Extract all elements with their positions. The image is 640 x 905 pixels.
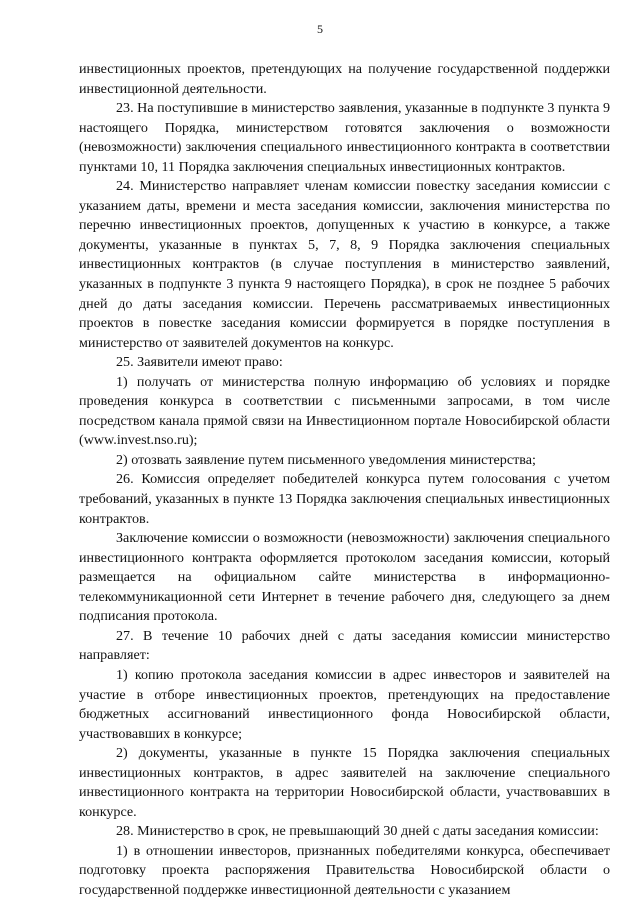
paragraph-item-27-2: 2) документы, указанные в пункте 15 Порядка заключения специальных инвестиционных контрактов, в адрес заявителей на заключение специального инвестиционного контракта на территории Новосибирской области, участвовавших в конкурсе. bbox=[79, 745, 610, 820]
paragraph-item-28: 28. Министерство в срок, не превышающий 30 дней с даты заседания комиссии: bbox=[116, 823, 599, 840]
paragraph-continuation: инвестиционных проектов, претендующих на получение государственной поддержки инвестиционной деятельности. bbox=[79, 61, 610, 97]
paragraph-item-28-1: 1) в отношении инвесторов, признанных победителями конкурса, обеспечивает подготовку проекта распоряжения Правительства Новосибирской области о государственной поддержке инвестиционной деятельности с указанием bbox=[79, 842, 610, 898]
page-number: 5 bbox=[317, 22, 323, 36]
paragraph-item-26: 26. Комиссия определяет победителей конкурса путем голосования с учетом требований, указанных в пункте 13 Порядка заключения специальных инвестиционных контрактов. bbox=[79, 471, 610, 527]
paragraph-item-27-1: 1) копию протокола заседания комиссии в адрес инвесторов и заявителей на участие в отборе инвестиционных проектов, претендующих на предоставление бюджетных ассигнований инвестиционного фонда Новосибирской области, участвовавших в конкурсе; bbox=[79, 666, 610, 742]
paragraph-item-23: 23. На поступившие в министерство заявления, указанные в подпункте 3 пункта 9 настоящего Порядка, министерством готовятся заключения о возможности (невозможности) заключения специального инвестиционного контракта в соответствии пунктами 10, 11 Порядка заключения специальных инвестиционных контрактов. bbox=[79, 100, 610, 175]
document-body bbox=[79, 60, 610, 901]
paragraph-item-25-2: 2) отозвать заявление путем письменного уведомления министерства; bbox=[116, 451, 536, 468]
paragraph-item-27: 27. В течение 10 рабочих дней с даты заседания комиссии министерство направляет: bbox=[79, 627, 610, 664]
paragraph-item-25: 25. Заявители имеют право: bbox=[116, 354, 283, 371]
paragraph-item-26-conclusion: Заключение комиссии о возможности (невозможности) заключения специального инвестиционного контракта оформляется протоколом заседания комиссии, который размещается на официальном сайте министерства в информационно-телекоммуникационной сети Интернет в течение рабочего дня, следующего за днем подписания протокола. bbox=[79, 530, 610, 625]
paragraph-item-25-1: 1) получать от министерства полную информацию об условиях и порядке проведения конкурса в соответствии с письменными запросами, в том числе посредством канала прямой связи на Инвестиционном портале Новосибирской области (www.invest.nso.ru); bbox=[79, 373, 610, 449]
paragraph-item-24: 24. Министерство направляет членам комиссии повестку заседания комиссии с указанием даты, времени и места заседания комиссии, заключения министерства по перечню инвестиционных проектов, допущенных к участию в конкурсе, а также документы, указанные в пунктах 5, 7, 8, 9 Порядка заключения специальных инвестиционных контрактов (в случае поступления в министерство заявлений, указанных в подпункте 3 пункта 9 настоящего Порядка), в срок не позднее 5 рабочих дней до даты заседания комиссии. Перечень рассматриваемых инвестиционных проектов в повестке заседания комиссии формируется в порядке поступления в министерство от заявителей документов на конкурс. bbox=[79, 178, 610, 351]
